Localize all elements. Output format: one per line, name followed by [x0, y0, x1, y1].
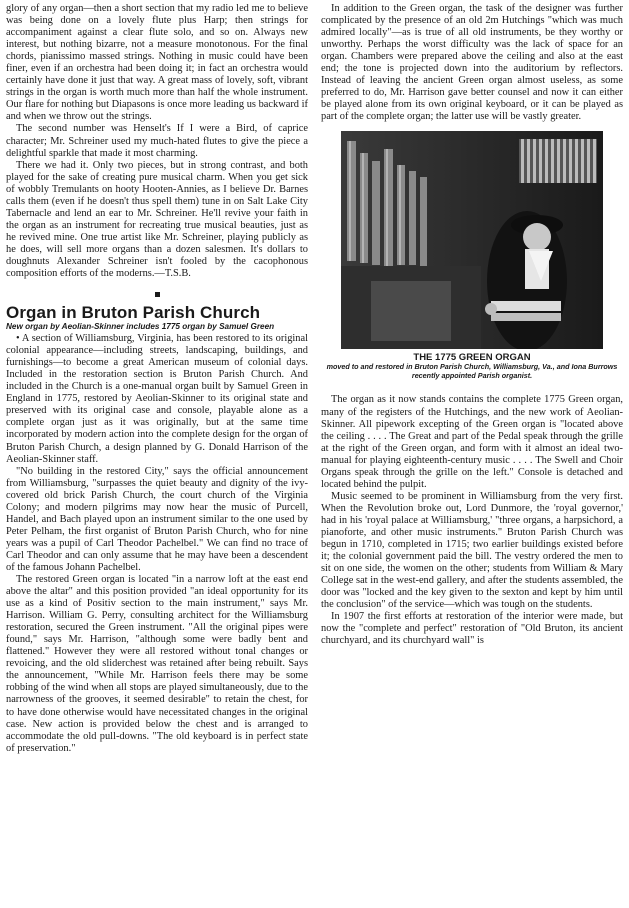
- paragraph: Music seemed to be prominent in Williamsburg from the very first. When the Revolution broke out, Lord Dunmore, the 'royal governor,' had in his 'royal palace at Williamsburg,' "three organs, a harpsichord, a pianoforte, and other music instruments." Bruton Parish Church was begun in 1710, completed in 1715; two earlier buildings existed before it; the colonial government paid the bill. The vestry ordered the men to sit on one side, the women on the other; students from William & Mary College sat in the west-end gallery, and after the students assembled, the door was "locked and the key given to the sexton and kept by him until the conclusion" of the service—which was tough on the students.: [321, 490, 623, 611]
- photograph-organist-at-organ-icon: [341, 131, 603, 349]
- article-title: Organ in Bruton Parish Church: [6, 303, 261, 323]
- square-bullet-icon: [155, 292, 160, 297]
- paragraph: The organ as it now stands contains the complete 1775 Green organ, many of the registers of the Hutchings, and the new work of Aeolian-Skinner. All pipework excepting of the Green organ is "located above the ceiling . . . . The Great and part of the Pedal speak through the grille at the right of the Green organ, and form with it almost an ideal two-manual for playing eighteenth-century music . . . . The Swell and Choir Organs speak through the grille on the left." Console is detached and located behind the pulpit.: [321, 394, 623, 490]
- right-column: [321, 3, 623, 647]
- left-column: [6, 3, 308, 755]
- paragraph: There we had it. Only two pieces, but in strong contrast, and both played for the sake of creating pure musical charm. When you get sick of wobbly Tremulants on hooty Hooten-Annies, as I believe Dr. Barnes calls them (even if he doesn't thus spell them) tune in on Salt Lake City Tabernacle and lend an ear to Mr. Schreiner. He'll revive your faith in the organ as an instrument for recreating true musical beauties, just as he revived mine. One true artist like Mr. Schreiner, playing publicly as he does, will sell more organs than a dozen salesmen. It's dollars to doughnuts Alexander Schreiner isn't fooled by the cacophonous composition efforts of the moderns.—T.S.B.: [6, 159, 308, 280]
- section-separator: [6, 289, 308, 299]
- paragraph: glory of any organ—then a short section that my radio led me to believe was being done on a lovely flute plus Harp; then strings for accompaniment against a clear flute solo, and so on. Always new interest, but nothing bizarre, not a measure monotonous. For the final chords, pianissimo massed strings. Nothing in music could have been finer, even if an orchestra had been doing it; in fact an orchestra would certainly have done it just that way. A great mass of lovely, soft, vibrant strings in the organ is worth much more than half the whole instrument. Our flare for nothing but Diapasons is once more leading us backward if and when we throw out the strings.: [6, 3, 308, 123]
- photo-caption-title: THE 1775 GREEN ORGAN: [413, 352, 531, 364]
- paragraph: The second number was Henselt's If I were a Bird, of caprice character; Mr. Schreiner used my much-hated flutes to give the piece a delightful sparkle that made it most charming.: [6, 123, 308, 159]
- organ-photograph: [341, 131, 603, 349]
- paragraph: In 1907 the first efforts at restoration of the interior were made, but now the "complete and perfect" restoration of "Old Bruton, its ancient churchyard, and its churchyard wall" is: [321, 611, 623, 647]
- article-subtitle: New organ by Aeolian-Skinner includes 1775 organ by Samuel Green: [6, 322, 275, 332]
- paragraph: "No building in the restored City," says the official announcement from Williamsburg, "surpasses the quiet beauty and dignity of the ivy-covered old brick Parish Church, the court church of the Virginia Colony; and modern pilgrims may now hear the music of Purcell, Handel, and Bach played upon an instrument similar to the one used by Peter Pelham, the first organist of Bruton Parish Church, who for nine years was a pupil of Carl Theodor Pachelbel." We can find no trace of Carl Theodor and can only assume that he may have been a descendent of the famous Johann Pachelbel.: [6, 465, 308, 573]
- photo-caption-text: moved to and restored in Bruton Parish Church, Williamsburg, Va., and Iona Burrows recently appointed Parish organist.: [326, 362, 618, 380]
- paragraph: The restored Green organ is located "in a narrow loft at the east end above the altar" and this position provided "an ideal opportunity for its use as a kind of Positiv section to the main instrument," says Mr. Harrison. William G. Perry, consulting architect for the Williamsburg restoration, secured the Green instrument. "All the original pipes were found," says Mr. Harrison, "although some were badly bent and flattened." However they were all restored without tonal changes or revoicing, and the old sliderchest was retained after being rebuilt. Says the announcement, "While Mr. Harrison feels there may be some robbing of the wind when all stops are played simultaneously, due to the narrowness of the grooves, it seemed desirable" to retain the chest, for to have done otherwise would have necessitated changes in the original case. New action is provided below the chest and is arranged to accommodate the old pull-downs. "The old keyboard is in perfect state of preservation.": [6, 574, 308, 754]
- paragraph: In addition to the Green organ, the task of the designer was further complicated by the presence of an old 2m Hutchings "which was much admired locally"—as is true of all old instruments, be they worthy or unworthy. Perhaps the worst difficulty was the lack of space for an organ. Chambers were prepared above the ceiling and also at the east end; the tone is projected down into the auditorium by reflectors. Instead of leaving the ancient Green organ almost useless, as some preferred to do, Mr. Harrison gave better counsel and now it can either be played alone from its own original keyboard, or it can be played as part of the complete organ; the latter use will be vastly greater.: [321, 3, 623, 123]
- paragraph: • A section of Williamsburg, Virginia, has been restored to its original colonial appearance—including streets, landscaping, buildings, and furnishings—to become a great American museum of colonial days. Included in the restoration section is Bruton Parish Church. And included in the Church is a one-manual organ built by Samuel Green in England in 1775, restored by Aeolian-Skinner to its original state and preserved with its original case and console, playable alone as a complete organ just as it was originally, but at the same time incorporated by modern action into the complete design for the organ of Bruton Parish Church, a design planned by G. Donald Harrison of the Aeolian-Skinner staff.: [6, 333, 308, 465]
